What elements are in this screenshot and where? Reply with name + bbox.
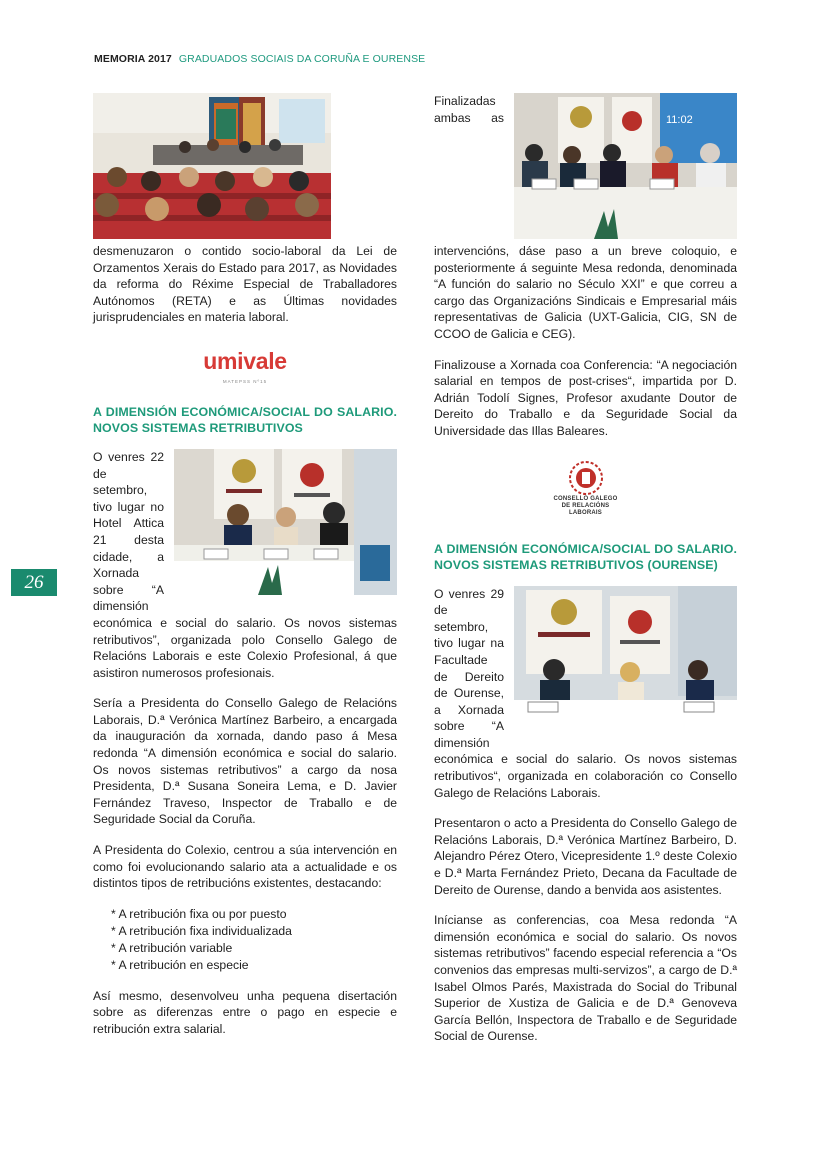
right-paragraph-4: Presentaron o acto a Presidenta do Consello Galego de Relacións Laborais, D.ª Verónica Martínez Barbeiro, D. Alejandro Pérez Otero, Vicepresidente 1.º deste Colexio e D.ª Marta Fernández Prieto, Decana da Facultade de Dereito de Ourense, dando a benvida aos asistentes. [434,816,737,897]
right-paragraph-2: Finalizouse a Xornada coa Conferencia: “A negociación salarial en tempos de post-crises“, impartida por D. Adrián Todolí Signes, Profesor axudante Doutor de Dereito do Traballo e da Seguridade Social da Universidade das Illas Baleares. [434,357,737,438]
photo-round-table-svg [514,93,737,239]
section-heading-ourense: A DIMENSIÓN ECONÓMICA/SOCIAL DO SALARIO. NOVOS SISTEMAS RETRIBUTIVOS (OURENSE) [434,541,737,572]
umivale-logo [192,350,298,390]
photo-round-table [514,93,737,239]
list-item: * A retribución en especie [111,957,397,974]
photo-ourense-svg [514,586,737,732]
umivale-logo-wrap [93,340,397,404]
slide-clock: 11:02 [666,114,693,126]
header-title: MEMORIA 2017 [94,53,172,65]
cglr-logo-line1: CONSELLO GALEGO [553,495,618,502]
right-column [434,93,737,1059]
umivale-logo-tagline: MATEPSS Nº15 [222,379,268,385]
section-heading-coruna: A DIMENSIÓN ECONÓMICA/SOCIAL DO SALARIO. NOVOS SISTEMAS RETRIBUTIVOS [93,404,397,435]
photo-audience-svg [93,93,331,239]
list-item: * A retribución fixa ou por puesto [111,906,397,923]
right-paragraph-5: Inícianse as conferencias, coa Mesa redonda “A dimensión económica e social do salario. Os novos sistemas retributivos” facendo especial referencia a “Os convenios das empresas multi-servizos”, a cargo de D.ª Isabel Olmos Parés, Maxistrada do Social do Tribunal Superior de Xustiza de Galicia e de D.ª Genoveva García Bellón, Inspectora de Traballo e de Seguridade Social de Ourense. [434,913,737,1044]
left-paragraph-1: desmenuzaron o contido socio-laboral da Lei de Orzamentos Xerais do Estado para 2017, as Novidades da reforma do Réxime Especial de Traballadores Autónomos (RETA) e as Últimas novidades jurisprudenciales en materia laboral. [93,244,397,325]
cglr-logo-line2: DE RELACIÓNS LABORAIS [561,502,610,516]
left-column [93,93,397,1052]
running-header [94,53,425,65]
left-paragraph-4: A Presidenta do Colexio, centrou a súa intervención en como foi evolucionando salario ata a actualidade e os distintos tipos de retribucións existentes, destacando: [93,843,397,891]
photo-panel-svg [174,449,397,595]
photo-panel-ourense [514,586,737,732]
left-paragraph-2: O venres 22 de setembro, tivo lugar no Hotel Attica 21 desta cidade, a Xornada sobre “A dimensión económica e social do salario. Os novos sistemas retributivos”, organizada polo Consello Galego de Relacións Laborais e este Colexio Profesional, á que asistiron numerosos profesionais. [93,449,397,680]
retribution-list [111,906,397,974]
right-paragraph-3: O venres 29 de setembro, tivo lugar na Facultade de Dereito de Ourense, a Xornada sobre “A dimensión económica e social do salario. Os novos sistemas retributivos“, organizada en colaboración co Consello Galego de Relacións Laborais. [434,586,737,800]
page-number: 26 [24,571,44,593]
umivale-logo-text: umivale [203,348,287,375]
left-paragraph-5: Así mesmo, desenvolveu unha pequena disertación sobre as diferenzas entre o pago en especie e retribución extra salarial. [93,988,397,1036]
list-item: * A retribución fixa individualizada [111,923,397,940]
list-item: * A retribución variable [111,940,397,957]
header-subtitle: GRADUADOS SOCIAIS DA CORUÑA E OURENSE [178,53,426,65]
right-paragraph-1: Finalizadas ambas as intervencións, dáse paso a un breve coloquio, e posteriormente á seguinte Mesa redonda, denominada “A función do salario no Século XXI” e que correu a cargo das Organizacións Sindicais e Empresarial máis representativas de Galicia (UXT-Galicia, CIG, SN de CCOO de Galicia e CEG). [434,94,737,341]
page-number-tab [11,569,57,596]
photo-conference-audience [93,93,331,239]
photo-panel-coruna [174,449,397,595]
cglr-logo-wrap [434,454,737,541]
left-paragraph-3: Sería a Presidenta do Consello Galego de Relacións Laborais, D.ª Verónica Martínez Barbeiro, a encargada da inauguración da xornada, dando paso á Mesa redonda “A dimensión económica e social do salario. Os novos sistemas retributivos” a cargo da nosa Presidenta, D.ª Susana Soneira Lema, e D. Javier Fernández Traveso, Inspector de Traballo e de Seguridade Social da Coruña. [93,696,397,827]
cglr-logo [546,460,626,517]
cglr-emblem-icon [566,460,606,496]
